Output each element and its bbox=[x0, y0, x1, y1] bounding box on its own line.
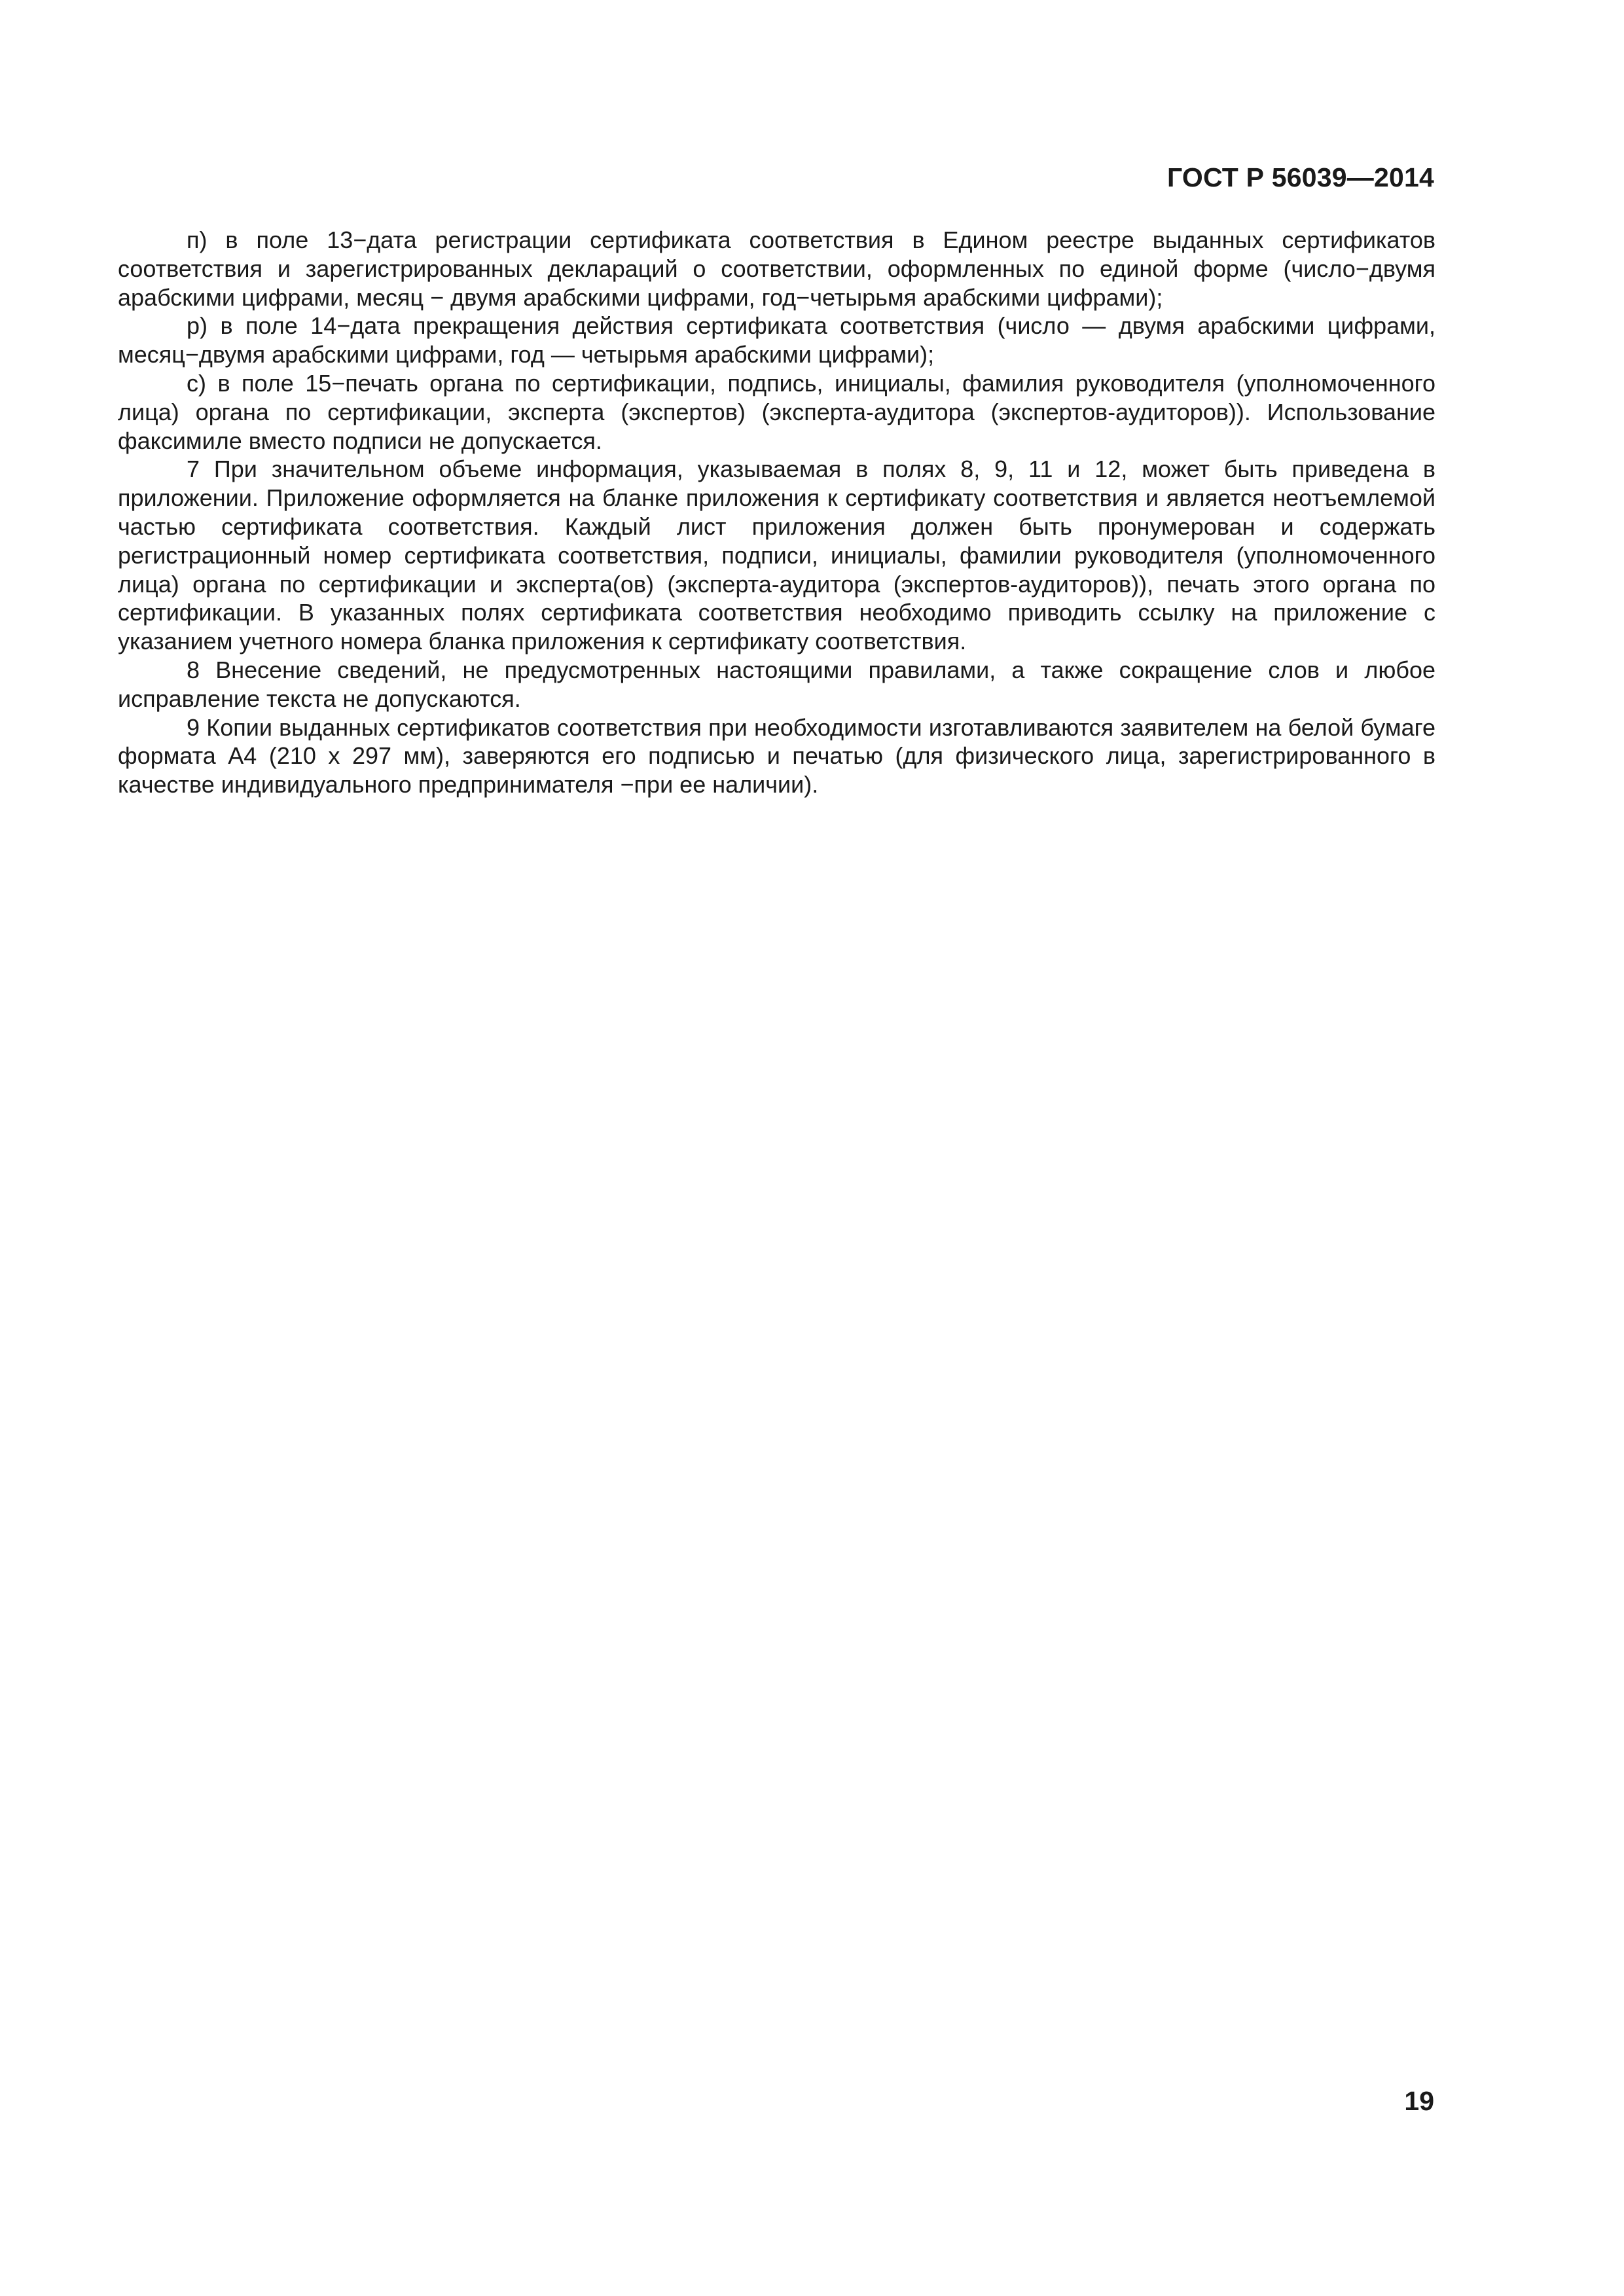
paragraph-item-p: п) в поле 13−дата регистрации сертификата соответствия в Едином реестре выданных сертификатов соответствия и зарегистрированных деклараций о соответствии, оформленных по единой форме (число−двумя арабскими цифрами, месяц − двумя арабскими цифрами, год−четырьмя арабскими цифрами); bbox=[118, 226, 1435, 311]
page-number: 19 bbox=[1404, 2086, 1434, 2116]
paragraph-clause-7: 7 При значительном объеме информация, указываемая в полях 8, 9, 11 и 12, может быть приведена в приложении. Приложение оформляется на бланке приложения к сертификату соответствия и является неотъемлемой частью сертификата соответствия. Каждый лист приложения должен быть пронумерован и содержать регистрационный номер сертификата соответствия, подписи, инициалы, фамилии руководителя (уполномоченного лица) органа по сертификации и эксперта(ов) (эксперта-аудитора (экспертов-аудиторов)), печать этого органа по сертификации. В указанных полях сертификата соответствия необходимо приводить ссылку на приложение с указанием учетного номера бланка приложения к сертификату соответствия. bbox=[118, 456, 1435, 655]
paragraph-item-s: с) в поле 15−печать органа по сертификации, подпись, инициалы, фамилия руководителя (уполномоченного лица) органа по сертификации, эксперта (экспертов) (эксперта-аудитора (экспертов-аудиторов)). Использование факсимиле вместо подписи не допускается. bbox=[118, 369, 1435, 454]
paragraph-item-r: р) в поле 14−дата прекращения действия сертификата соответствия (число — двумя арабскими цифрами, месяц−двумя арабскими цифрами, год — четырьмя арабскими цифрами); bbox=[118, 312, 1435, 368]
paragraph-clause-9: 9 Копии выданных сертификатов соответствия при необходимости изготавливаются заявителем на белой бумаге формата А4 (210 х 297 мм), заверяются его подписью и печатью (для физического лица, зарегистрированного в качестве индивидуального предпринимателя −при ее наличии). bbox=[118, 713, 1435, 798]
document-code-header: ГОСТ Р 56039—2014 bbox=[1167, 162, 1434, 192]
body-text bbox=[118, 226, 1435, 799]
paragraph-clause-8: 8 Внесение сведений, не предусмотренных настоящими правилами, а также сокращение слов и любое исправление текста не допускаются. bbox=[118, 656, 1435, 712]
